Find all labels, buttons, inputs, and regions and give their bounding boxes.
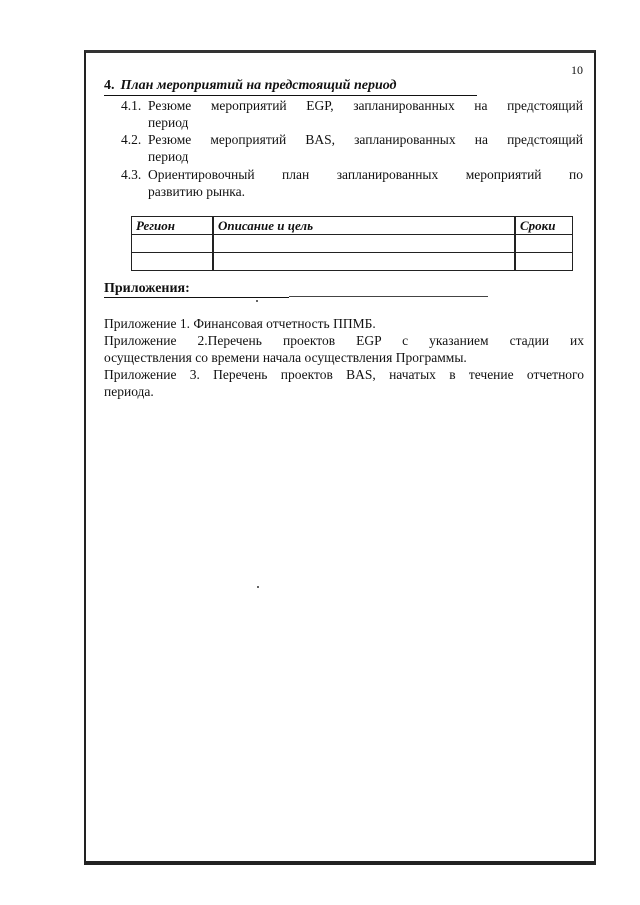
table-row — [132, 253, 573, 271]
appendix-item — [104, 315, 584, 332]
column-header-dates: Сроки — [515, 217, 573, 235]
appendix-item — [104, 332, 584, 366]
table-cell — [515, 235, 573, 253]
appendix-heading: Приложения: — [104, 280, 289, 298]
column-header-region: Регион — [132, 217, 214, 235]
list-item-number: 4.3. — [121, 167, 142, 182]
list-item-text: Ориентировочный план запланированных мероприятий по — [148, 167, 583, 182]
appendix-heading-rule — [289, 296, 488, 297]
section-heading — [104, 78, 416, 96]
list-item — [121, 97, 583, 131]
column-header-description: Описание и цель — [213, 217, 515, 235]
appendix-item-text: Приложение 2.Перечень проектов EGP с указанием стадии их — [104, 333, 584, 348]
section-title: План мероприятий на предстоящий период — [120, 78, 397, 93]
section-number: 4. — [104, 78, 115, 93]
list-item-continuation: период — [148, 149, 189, 164]
table-cell — [132, 253, 214, 271]
appendix-item — [104, 366, 584, 400]
appendix-item-continuation: периода. — [104, 384, 154, 399]
scan-speck — [257, 586, 259, 588]
table-cell — [213, 235, 515, 253]
table-row — [132, 235, 573, 253]
list-item-number: 4.2. — [121, 132, 142, 147]
table-cell — [213, 253, 515, 271]
table-header-row — [132, 217, 573, 235]
appendix-item-text: Приложение 1. Финансовая отчетность ППМБ. — [104, 316, 376, 331]
list-item-text: Резюме мероприятий EGP, запланированных на предстоящий — [148, 98, 583, 113]
table-cell — [132, 235, 214, 253]
appendix-item-text: Приложение 3. Перечень проектов BAS, начатых в течение отчетного — [104, 367, 584, 382]
appendix-item-continuation: осуществления со времени начала осуществления Программы. — [104, 350, 467, 365]
list-item-number: 4.1. — [121, 98, 142, 113]
page-number: 10 — [571, 63, 583, 77]
list-item-continuation: период — [148, 115, 189, 130]
list-item-continuation: развитию рынка. — [148, 184, 246, 199]
scan-speck — [256, 300, 258, 302]
list-item — [121, 166, 583, 200]
list-item — [121, 131, 583, 165]
list-item-text: Резюме мероприятий BAS, запланированных на предстоящий — [148, 132, 583, 147]
plan-table — [131, 216, 573, 271]
heading-rule — [416, 95, 477, 96]
table-cell — [515, 253, 573, 271]
